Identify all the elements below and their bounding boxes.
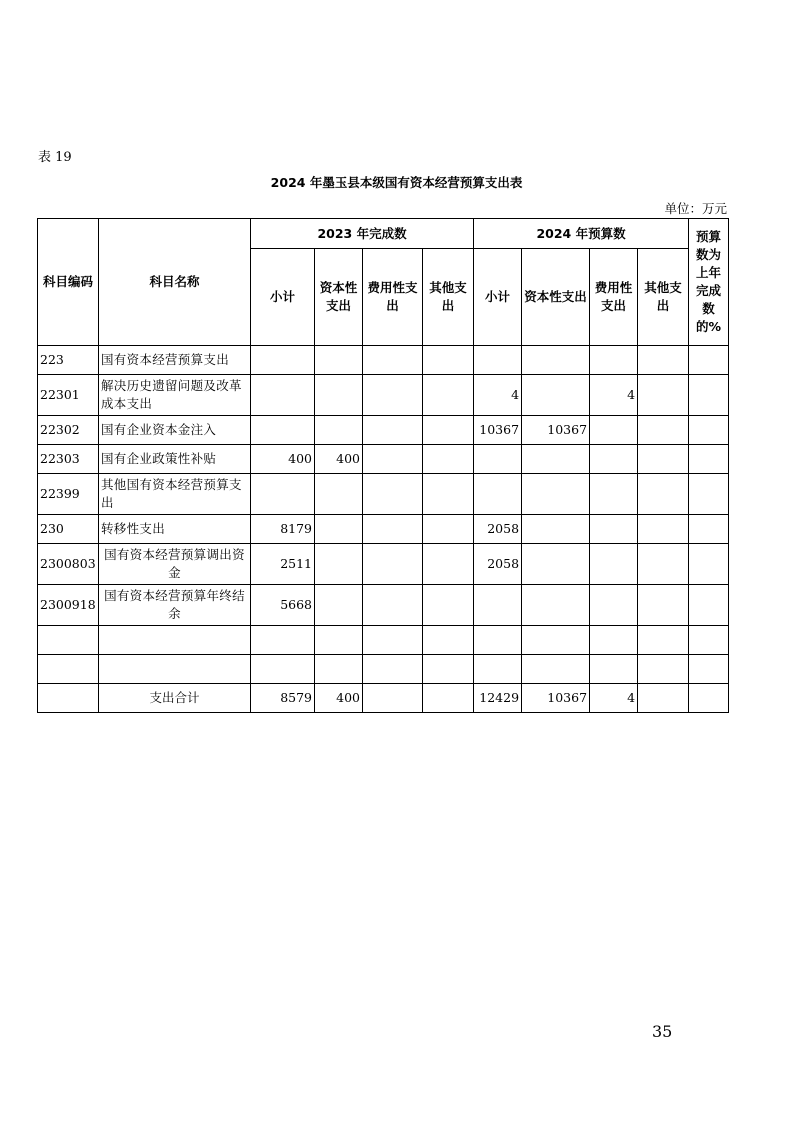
cell-name: 转移性支出 [99, 515, 251, 544]
cell-2024-subtotal: 4 [474, 375, 522, 416]
cell-2024-capital [522, 375, 590, 416]
cell-2023-subtotal: 8579 [251, 684, 315, 713]
cell-2023-capital [315, 346, 363, 375]
cell-2023-capital [315, 585, 363, 626]
cell-name: 国有资本经营预算调出资金 [99, 544, 251, 585]
cell-name: 国有资本经营预算年终结余 [99, 585, 251, 626]
header-2024-group: 2024 年预算数 [474, 219, 689, 249]
cell-2024-other [638, 626, 689, 655]
cell-2023-expense [363, 515, 423, 544]
cell-2023-subtotal [251, 416, 315, 445]
cell-code: 22301 [38, 375, 99, 416]
cell-2024-expense [590, 655, 638, 684]
cell-2024-expense [590, 474, 638, 515]
header-2024-capital: 资本性支出 [522, 249, 590, 346]
cell-2023-capital [315, 626, 363, 655]
cell-2024-subtotal [474, 346, 522, 375]
cell-2023-subtotal [251, 375, 315, 416]
cell-2024-subtotal: 12429 [474, 684, 522, 713]
header-2024-other: 其他支出 [638, 249, 689, 346]
cell-name: 国有企业政策性补贴 [99, 445, 251, 474]
cell-2024-other [638, 416, 689, 445]
cell-2024-expense [590, 346, 638, 375]
table-body [38, 346, 729, 713]
header-2023-expense: 费用性支出 [363, 249, 423, 346]
cell-2024-expense [590, 445, 638, 474]
cell-2024-expense [590, 515, 638, 544]
cell-2023-expense [363, 655, 423, 684]
cell-2023-subtotal: 400 [251, 445, 315, 474]
table-row [38, 626, 729, 655]
table-row [38, 346, 729, 375]
cell-2023-expense [363, 474, 423, 515]
cell-ratio [689, 655, 729, 684]
header-code: 科目编码 [38, 219, 99, 346]
cell-2023-other [423, 416, 474, 445]
cell-2023-other [423, 445, 474, 474]
cell-ratio [689, 445, 729, 474]
cell-code: 230 [38, 515, 99, 544]
cell-2023-expense [363, 684, 423, 713]
cell-2023-expense [363, 375, 423, 416]
cell-2024-other [638, 585, 689, 626]
cell-2023-expense [363, 544, 423, 585]
cell-2024-expense [590, 585, 638, 626]
cell-2024-subtotal [474, 655, 522, 684]
cell-2024-other [638, 445, 689, 474]
header-2023-other: 其他支出 [423, 249, 474, 346]
cell-2024-subtotal [474, 585, 522, 626]
cell-2024-expense: 4 [590, 375, 638, 416]
cell-2023-other [423, 544, 474, 585]
cell-2023-expense [363, 626, 423, 655]
cell-2024-capital [522, 585, 590, 626]
cell-2024-other [638, 346, 689, 375]
header-2023-subtotal: 小计 [251, 249, 315, 346]
cell-2024-capital [522, 655, 590, 684]
header-2023-capital: 资本性支出 [315, 249, 363, 346]
cell-ratio [689, 346, 729, 375]
table-row [38, 655, 729, 684]
cell-ratio [689, 585, 729, 626]
cell-2023-capital [315, 375, 363, 416]
cell-2024-capital: 10367 [522, 416, 590, 445]
cell-2024-other [638, 515, 689, 544]
cell-2023-other [423, 474, 474, 515]
cell-2023-capital [315, 544, 363, 585]
cell-2023-subtotal [251, 346, 315, 375]
cell-2024-capital [522, 445, 590, 474]
cell-code: 223 [38, 346, 99, 375]
cell-2023-other [423, 626, 474, 655]
cell-2024-capital [522, 474, 590, 515]
cell-2023-subtotal [251, 626, 315, 655]
budget-table [37, 218, 729, 713]
cell-2023-other [423, 585, 474, 626]
cell-code: 22399 [38, 474, 99, 515]
cell-2023-subtotal: 5668 [251, 585, 315, 626]
cell-2024-subtotal: 2058 [474, 515, 522, 544]
header-2023-group: 2023 年完成数 [251, 219, 474, 249]
cell-2023-capital [315, 655, 363, 684]
cell-name [99, 626, 251, 655]
cell-2024-other [638, 655, 689, 684]
cell-ratio [689, 474, 729, 515]
table-row [38, 416, 729, 445]
cell-2024-subtotal [474, 626, 522, 655]
table-row [38, 544, 729, 585]
cell-2023-expense [363, 445, 423, 474]
table-row [38, 474, 729, 515]
cell-2023-subtotal: 2511 [251, 544, 315, 585]
cell-2024-other [638, 684, 689, 713]
cell-2024-subtotal [474, 474, 522, 515]
cell-2023-expense [363, 585, 423, 626]
cell-name: 解决历史遗留问题及改革成本支出 [99, 375, 251, 416]
cell-ratio [689, 416, 729, 445]
cell-code: 22303 [38, 445, 99, 474]
cell-code: 2300803 [38, 544, 99, 585]
cell-2023-other [423, 346, 474, 375]
cell-2023-capital [315, 474, 363, 515]
header-2024-expense: 费用性支出 [590, 249, 638, 346]
table-row [38, 375, 729, 416]
cell-2024-capital [522, 515, 590, 544]
cell-2024-capital [522, 626, 590, 655]
cell-name: 国有企业资本金注入 [99, 416, 251, 445]
cell-2024-other [638, 544, 689, 585]
cell-name: 国有资本经营预算支出 [99, 346, 251, 375]
cell-2024-subtotal [474, 445, 522, 474]
header-2024-subtotal: 小计 [474, 249, 522, 346]
cell-2023-capital [315, 515, 363, 544]
cell-code [38, 684, 99, 713]
cell-2023-capital: 400 [315, 445, 363, 474]
cell-code: 2300918 [38, 585, 99, 626]
cell-ratio [689, 544, 729, 585]
cell-2023-capital: 400 [315, 684, 363, 713]
cell-ratio [689, 626, 729, 655]
header-name: 科目名称 [99, 219, 251, 346]
cell-2024-expense [590, 416, 638, 445]
cell-2024-subtotal: 2058 [474, 544, 522, 585]
table-row [38, 515, 729, 544]
total-row [38, 684, 729, 713]
table-row [38, 585, 729, 626]
cell-2024-expense [590, 544, 638, 585]
cell-2024-subtotal: 10367 [474, 416, 522, 445]
cell-2023-other [423, 684, 474, 713]
page-title: 2024 年墨玉县本级国有资本经营预算支出表 [270, 175, 523, 190]
cell-2023-other [423, 515, 474, 544]
cell-2023-other [423, 655, 474, 684]
cell-name [99, 655, 251, 684]
cell-2023-expense [363, 416, 423, 445]
page-number: 35 [652, 1022, 673, 1041]
cell-2024-other [638, 474, 689, 515]
header-ratio: 预算数为上年完成数的% [689, 219, 729, 346]
cell-name: 其他国有资本经营预算支出 [99, 474, 251, 515]
table-row [38, 445, 729, 474]
cell-2023-expense [363, 346, 423, 375]
total-label: 支出合计 [99, 684, 251, 713]
cell-2024-other [638, 375, 689, 416]
cell-2024-capital: 10367 [522, 684, 590, 713]
cell-ratio [689, 515, 729, 544]
cell-2024-expense: 4 [590, 684, 638, 713]
cell-2024-capital [522, 544, 590, 585]
cell-2023-other [423, 375, 474, 416]
table-number: 表 19 [38, 150, 72, 165]
cell-code [38, 626, 99, 655]
cell-ratio [689, 375, 729, 416]
cell-2023-subtotal: 8179 [251, 515, 315, 544]
cell-ratio [689, 684, 729, 713]
cell-code: 22302 [38, 416, 99, 445]
cell-2023-subtotal [251, 474, 315, 515]
cell-2024-capital [522, 346, 590, 375]
cell-code [38, 655, 99, 684]
cell-2023-subtotal [251, 655, 315, 684]
cell-2024-expense [590, 626, 638, 655]
unit-label: 单位：万元 [664, 201, 727, 216]
cell-2023-capital [315, 416, 363, 445]
